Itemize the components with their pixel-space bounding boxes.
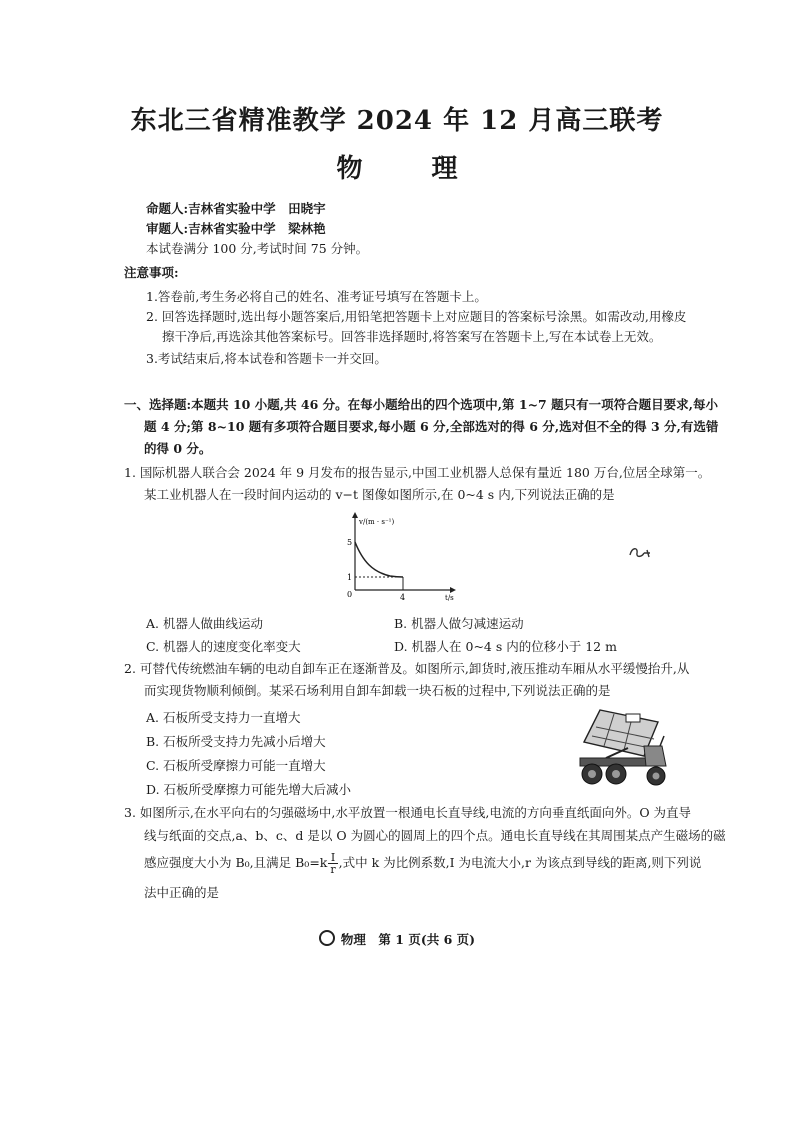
author-line: 命题人:吉林省实验中学 田晓宇 xyxy=(146,201,326,216)
footer-text: 物理 第 1 页(共 6 页) xyxy=(340,932,476,947)
question-3-text: 3. 如图所示,在水平向右的匀强磁场中,水平放置一根通电长直导线,电流的方向垂直纸面向外。O 为直导 xyxy=(124,805,692,820)
fraction-numerator: I xyxy=(328,852,337,864)
exam-title: 东北三省精准教学 2024 年 12 月高三联考 xyxy=(130,106,664,136)
question-2-text: 而实现货物顺利倾倒。某采石场利用自卸车卸载一块石板的过程中,下列说法正确的是 xyxy=(144,683,611,698)
q2-option-b: B. 石板所受支持力先减小后增大 xyxy=(146,734,326,749)
vt-graph xyxy=(335,510,465,605)
graph-tick-4: 4 xyxy=(400,593,406,602)
notice-item: 擦干净后,再选涂其他答案标号。回答非选择题时,将答案写在答题卡上,写在本试卷上无效。 xyxy=(162,329,662,344)
section-heading: 的得 0 分。 xyxy=(144,441,212,456)
graph-tick-0: 0 xyxy=(347,590,353,599)
fraction-denominator: r xyxy=(330,863,336,876)
dump-truck-illustration xyxy=(566,700,672,790)
graph-tick-1: 1 xyxy=(347,573,353,582)
question-2-text: 2. 可替代传统燃油车辆的电动自卸车正在逐渐普及。如图所示,卸货时,液压推动车厢从水平缓慢抬升,从 xyxy=(124,661,690,676)
q1-option-b: B. 机器人做匀减速运动 xyxy=(394,616,524,631)
q3-line3-pre: 感应强度大小为 B₀,且满足 B₀=k xyxy=(144,855,328,870)
formula-fraction xyxy=(328,852,337,875)
question-3-formula-line xyxy=(144,852,701,875)
section-heading: 一、选择题:本题共 10 小题,共 46 分。在每小题给出的四个选项中,第 1~7 题只有一项符合题目要求,每小 xyxy=(124,397,718,412)
q3-line3-post: ,式中 k 为比例系数,I 为电流大小,r 为该点到导线的距离,则下列说 xyxy=(338,855,702,870)
graph-ylabel: v/(m · s⁻¹) xyxy=(359,518,395,526)
q2-option-c: C. 石板所受摩擦力可能一直增大 xyxy=(146,758,326,773)
reviewer-line: 审题人:吉林省实验中学 梁林艳 xyxy=(146,221,326,236)
question-1-text: 某工业机器人在一段时间内运动的 v−t 图像如图所示,在 0~4 s 内,下列说法正确的是 xyxy=(144,487,615,502)
page-footer xyxy=(0,930,794,948)
notice-item: 3.考试结束后,将本试卷和答题卡一并交回。 xyxy=(146,351,387,366)
score-time-line: 本试卷满分 100 分,考试时间 75 分钟。 xyxy=(146,241,369,256)
notice-item: 2. 回答选择题时,选出每小题答案后,用铅笔把答题卡上对应题目的答案标号涂黑。如需改动,用橡皮 xyxy=(146,309,687,324)
graph-xlabel: t/s xyxy=(445,594,454,602)
q1-option-d: D. 机器人在 0~4 s 内的位移小于 12 m xyxy=(394,639,617,654)
question-3-text: 线与纸面的交点,a、b、c、d 是以 O 为圆心的圆周上的四个点。通电长直导线在其周围某点产生磁场的磁 xyxy=(144,828,726,843)
q1-option-a: A. 机器人做曲线运动 xyxy=(146,616,263,631)
scan-mark xyxy=(628,545,654,561)
q1-option-c: C. 机器人的速度变化率变大 xyxy=(146,639,301,654)
graph-tick-5: 5 xyxy=(347,538,353,547)
q2-option-d: D. 石板所受摩擦力可能先增大后减小 xyxy=(146,782,352,797)
notice-item: 1.答卷前,考生务必将自己的姓名、准考证号填写在答题卡上。 xyxy=(146,289,487,304)
exam-logo-icon xyxy=(319,930,335,946)
question-3-text: 法中正确的是 xyxy=(144,885,220,900)
notice-heading: 注意事项: xyxy=(124,265,179,280)
section-heading: 题 4 分;第 8~10 题有多项符合题目要求,每小题 6 分,全部选对的得 6 分,选对但不全的得 3 分,有选错 xyxy=(144,419,719,434)
q2-option-a: A. 石板所受支持力一直增大 xyxy=(146,710,301,725)
question-1-text: 1. 国际机器人联合会 2024 年 9 月发布的报告显示,中国工业机器人总保有量近 180 万台,位居全球第一。 xyxy=(124,465,711,480)
subject-title: 物 理 xyxy=(336,154,488,184)
